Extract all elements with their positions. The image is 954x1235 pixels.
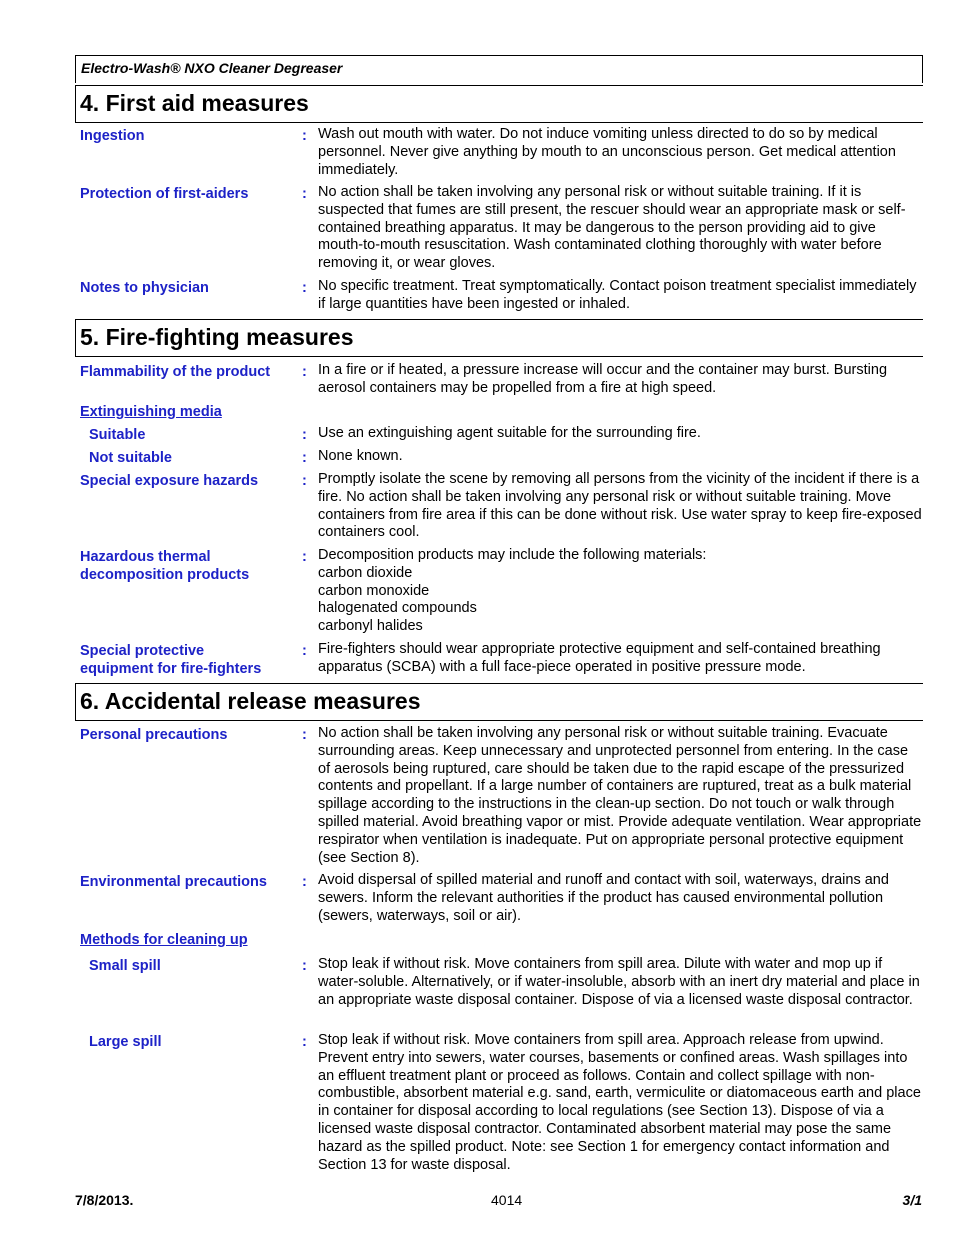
- label-small-spill: Small spill: [89, 958, 161, 974]
- label-flammability: Flammability of the product: [80, 364, 271, 380]
- decomposition-line: carbon dioxide: [318, 564, 413, 581]
- label-large-spill: Large spill: [89, 1034, 162, 1050]
- colon: :: [302, 874, 307, 890]
- label-notes-to-physician: Notes to physician: [80, 280, 209, 296]
- colon: :: [302, 450, 307, 466]
- section-4-title: 4. First aid measures: [75, 85, 923, 123]
- footer-date: 7/8/2013.: [75, 1192, 134, 1208]
- text-protection-first-aiders: No action shall be taken involving any personal risk or without suitable training. If it is suspected that fumes are still present, the rescuer should wear an appropriate mask or self-contained breathing apparatus. It may be dangerous to the person providing aid to give mouth-to-mouth resuscitation. Wash contaminated clothing thoroughly with water before removing it, or wear gloves.: [318, 184, 906, 272]
- label-methods-cleaning-up: Methods for cleaning up: [80, 932, 248, 948]
- label-hazardous-thermal-decomposition: Hazardous thermal decomposition products: [80, 549, 250, 583]
- decomposition-line: Decomposition products may include the following materials:: [318, 547, 707, 563]
- text-notes-to-physician: No specific treatment. Treat symptomatically. Contact poison treatment specialist immediately if large quantities have been ingested or inhaled.: [318, 278, 917, 312]
- label-protection-first-aiders: Protection of first-aiders: [80, 186, 249, 202]
- label-special-protective-equipment: Special protective equipment for fire-fighters: [80, 643, 262, 677]
- text-flammability: In a fire or if heated, a pressure increase will occur and the container may burst. Bursting aerosol containers may be propelled from a fire at high speed.: [318, 362, 888, 396]
- section-6-title: 6. Accidental release measures: [75, 683, 923, 721]
- label-not-suitable: Not suitable: [89, 450, 172, 466]
- text-hazardous-thermal-decomposition: [318, 547, 924, 636]
- label-suitable: Suitable: [89, 427, 146, 443]
- text-environmental-precautions: Avoid dispersal of spilled material and runoff and contact with soil, waterways, drains and sewers. Inform the relevant authorities if the product has caused environmental pollution (sewers, waterways, soil or air).: [318, 872, 889, 924]
- footer-page-number: 3/1: [902, 1192, 922, 1208]
- decomposition-line: carbon monoxide: [318, 582, 430, 599]
- text-special-exposure-hazards: Promptly isolate the scene by removing all persons from the vicinity of the incident if there is a fire. No action shall be taken involving any personal risk or without suitable training. Move containers from fire area if this can be done without risk. Use water spray to keep fire-exposed containers cool.: [318, 471, 922, 541]
- section-5-title: 5. Fire-fighting measures: [75, 319, 923, 357]
- text-personal-precautions: No action shall be taken involving any personal risk or without suitable training. Evacuate surrounding areas. Keep unnecessary and unprotected personnel from entering. In the case of aerosols being ruptured, care should be taken due to the rapid escape of the pressurized contents and propellant. If a large number of containers are ruptured, treat as a bulk material spillage according to the instructions in the clean-up section. Do not touch or walk through spilled material. Avoid breathing vapor or mist. Provide adequate ventilation. Wear appropriate respirator when ventilation is inadequate. Put on appropriate personal protective equipment (see Section 8).: [318, 725, 922, 866]
- text-large-spill: Stop leak if without risk. Move containers from spill area. Approach release from upwind. Prevent entry into sewers, water courses, basements or confined areas. Wash spillages into an effluent treatment plant or proceed as follows. Contain and collect spillage with non-combustible, absorbent material e.g. sand, earth, vermiculite or diatomaceous earth and place in container for disposal according to local regulations (see Section 13). Dispose of via a licensed waste disposal contractor. Contaminated absorbent material may pose the same hazard as the spilled product. Note: see Section 1 for emergency contact information and Section 13 for waste disposal.: [318, 1032, 921, 1173]
- label-personal-precautions: Personal precautions: [80, 727, 228, 743]
- product-name-header: Electro-Wash® NXO Cleaner Degreaser: [75, 55, 923, 83]
- colon: :: [302, 643, 307, 659]
- footer-code: 4014: [491, 1192, 523, 1208]
- colon: :: [302, 427, 307, 443]
- colon: :: [302, 364, 307, 380]
- colon: :: [302, 727, 307, 743]
- text-special-protective-equipment: Fire-fighters should wear appropriate protective equipment and self-contained breathing apparatus (SCBA) with a full face-piece operated in positive pressure mode.: [318, 641, 881, 675]
- label-environmental-precautions: Environmental precautions: [80, 874, 267, 890]
- label-ingestion: Ingestion: [80, 128, 145, 144]
- text-not-suitable: None known.: [318, 448, 403, 464]
- text-suitable: Use an extinguishing agent suitable for the surrounding fire.: [318, 425, 701, 441]
- colon: :: [302, 186, 307, 202]
- label-extinguishing-media: Extinguishing media: [80, 404, 222, 420]
- label-special-exposure-hazards: Special exposure hazards: [80, 473, 259, 489]
- decomposition-line: halogenated compounds: [318, 600, 477, 617]
- colon: :: [302, 280, 307, 296]
- colon: :: [302, 958, 307, 974]
- decomposition-line: carbonyl halides: [318, 618, 423, 635]
- colon: :: [302, 128, 307, 144]
- colon: :: [302, 1034, 307, 1050]
- text-small-spill: Stop leak if without risk. Move containers from spill area. Dilute with water and mop up if water-soluble. Alternatively, or if water-insoluble, absorb with an inert dry material and place in an appropriate waste disposal container. Dispose of via a licensed waste disposal contractor.: [318, 956, 920, 1008]
- colon: :: [302, 549, 307, 565]
- text-ingestion: Wash out mouth with water. Do not induce vomiting unless directed to do so by medical personnel. Never give anything by mouth to an unconscious person. Get medical attention immediately.: [318, 126, 896, 178]
- colon: :: [302, 473, 307, 489]
